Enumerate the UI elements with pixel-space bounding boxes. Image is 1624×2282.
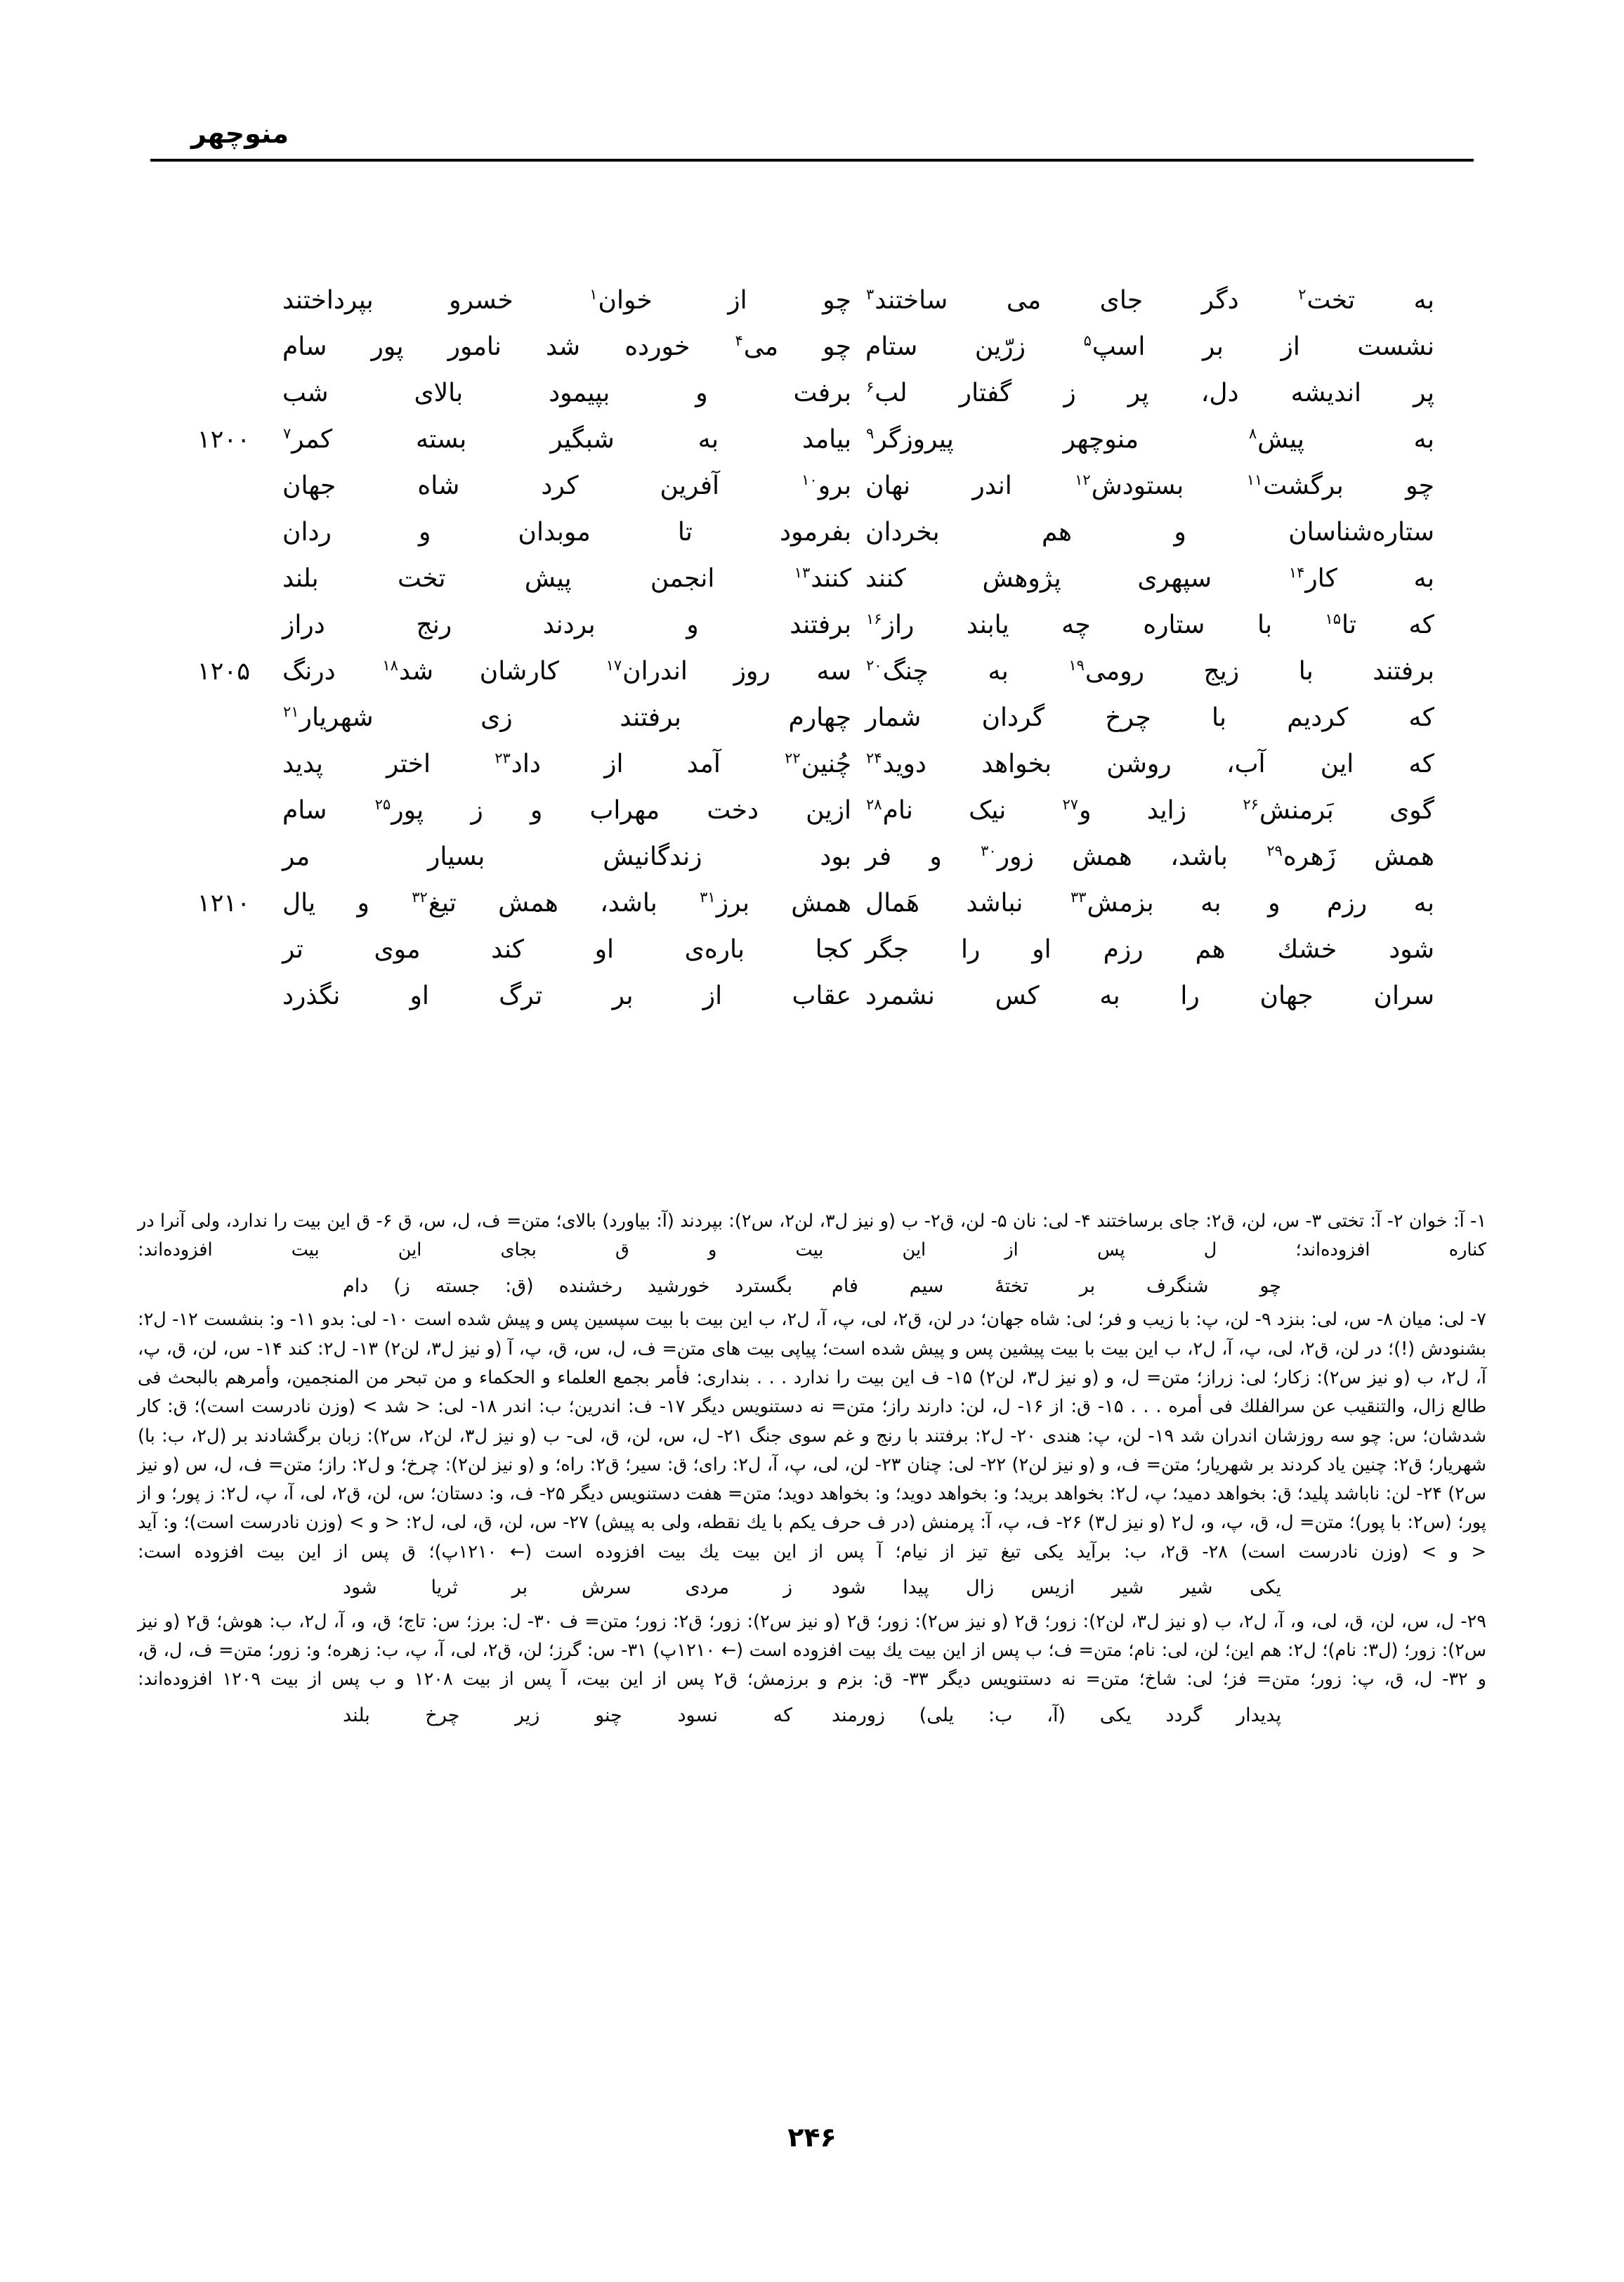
apparatus-inset-verse-3 — [138, 1700, 1486, 1731]
hemistich-left: به پیش$^٨$ منوچهر پیروزگر$^٩$ — [866, 425, 1434, 454]
hemistich-right: ازین دخت مهراب و ز پور$^{٢۵}$ سام — [282, 796, 851, 825]
verse-number: ۱۲۱۰ — [197, 889, 250, 918]
hemistich-right: چُنین$^{٢٢}$ آمد از داد$^{٢٣}$ اختر پدید — [282, 750, 852, 778]
apparatus-inset-verse-2 — [138, 1572, 1486, 1603]
verse-line — [162, 463, 1462, 509]
verse-line — [162, 417, 1462, 463]
verse-number: ۱۲۰۰ — [197, 426, 250, 454]
apparatus-paragraph-1: ۱- آ: خوان ۲- آ: تختی ۳- س، لن، ق٢: جای برساختند ۴- لی: نان ۵- لن، ق٢- ب (و نیز ل٣، لن٢، س٢): بپردند (آ: بیاورد) بالای؛ متن= ف، ل، س، ق ۶- ق این بیت را ندارد، ولی آنرا در کناره افزوده‌اند؛ ل پس از این بیت و ق بجای این بیت افزوده‌اند: — [138, 1211, 1487, 1261]
hemistich-left: همش زَهره$^{٢٩}$ باشد، همش زور$^{٣٠}$ و فر — [865, 842, 1434, 871]
verse-line — [162, 880, 1462, 927]
verse-line — [162, 509, 1462, 556]
verse-line — [162, 834, 1462, 880]
inset-verse-hemistich-left: بگسترد خورشید رخشنده (ق: جسته ز) دام — [343, 1274, 792, 1297]
hemistich-right: چهارم برفتند زی شهریار$^{٢١}$ — [283, 703, 851, 732]
verse-line — [162, 648, 1462, 695]
header-rule — [150, 159, 1474, 162]
hemistich-left: پر اندیشه دل، پر ز گفتار لب$^۶$ — [866, 379, 1434, 408]
folio-number: ۲۴۶ — [787, 2122, 837, 2153]
hemistich-left: به تخت$^٢$ دگر جای می ساختند$^٣$ — [866, 286, 1434, 315]
hemistich-left: که کردیم با چرخ گردان شمار — [865, 703, 1434, 732]
hemistich-left: چو برگشت$^{١١}$ بستودش$^{١٢}$ اندر نهان — [865, 471, 1434, 500]
hemistich-left: به رزم و به بزمش$^{٣٣}$ نباشد هَمال — [865, 889, 1434, 918]
verse-number: ۱۲۰۵ — [197, 658, 250, 686]
verse-line — [162, 602, 1462, 648]
hemistich-left: شود خشك هم رزم او را جگر — [865, 935, 1434, 964]
inset-verse2-hemistich-right: یکی شیر شیر ازیس زال پیدا شود — [832, 1577, 1281, 1598]
running-head-title: منوچهر — [191, 118, 289, 149]
verse-line — [162, 556, 1462, 602]
verse-line — [162, 695, 1462, 741]
verse-line — [162, 741, 1462, 788]
hemistich-right: عقاب از بر ترگ او نگذرد — [282, 982, 851, 1010]
hemistich-right: سه روز اندران$^{١٧}$ کارشان شد$^{١٨}$ درنگ — [282, 657, 852, 686]
verse-line — [162, 788, 1462, 834]
hemistich-right: کنند$^{١٣}$ انجمن پیش تخت بلند — [282, 564, 851, 593]
hemistich-left: سران جهان را به کس نشمرد — [865, 982, 1434, 1010]
hemistich-right: کجا باره‌ی او کند موی تر — [282, 935, 851, 964]
inset-verse3-hemistich-right: پدیدار گردد یکی (آ، ب: یلی) زورمند — [832, 1704, 1281, 1726]
hemistich-left: گوی بَرمنش$^{٢۶}$ زاید و$^{٢٧}$ نیک نام$^{٢٨}$ — [866, 796, 1434, 825]
verse-line — [162, 324, 1462, 370]
apparatus-paragraph-3: ٢٩- ل، س، لن، ق، لی، و، آ، ل٢، ب (و نیز ل٣، لن٢): زور؛ ق٢ (و نیز س٢): زور؛ ق٢ (و نیز س٢): زور؛ ق٢: زور؛ متن= ف ٣٠- ل: برز؛ س: تاج؛ ق، و، آ، ل٢، ب: هوش؛ ق٢ (و نیز س٢): زور؛ (ل٣: نام)؛ ل٢: هم این؛ لن، لی: نام؛ متن= ف؛ ب پس از این بیت یك بیت افزوده است (← ١٢١٠پ) ٣١- س: گرز؛ لن، ق٢، لی، آ، پ، ب: زهره؛ و: زور؛ متن= ف، ل، ق، و ٣٢- ل، ق، پ: زور؛ متن= فز؛ لی: شاخ؛ متن= نه دستنویس دیگر ٣٣- ق: بزم و برزمش؛ ق٢ پس از این بیت، آ پس از بیت ١٢٠٨ و ب پس از بیت ١٢٠٩ افزوده‌اند: — [138, 1610, 1487, 1690]
inset-verse2-hemistich-left: ز مردی سرش بر ثریا شود — [343, 1577, 792, 1598]
hemistich-right: چو می$^۴$ خورده شد نامور پور سام — [282, 332, 851, 361]
hemistich-right: چو از خوان$^١$ خسرو بپرداختند — [282, 286, 851, 315]
hemistich-right: همش برز$^{٣١}$ باشد، همش تیغ$^{٣٢}$ و یال — [282, 889, 851, 918]
verse-line — [162, 927, 1462, 973]
verse-line — [162, 278, 1462, 324]
critical-apparatus — [138, 1207, 1486, 1735]
hemistich-right: بود زندگانیش بسیار مر — [282, 842, 851, 871]
verse-line — [162, 370, 1462, 417]
verse-block — [162, 278, 1462, 1019]
inset-verse-hemistich-right: چو شنگرف بر تختهٔ سیم فام — [832, 1274, 1281, 1297]
hemistich-left: برفتند با زیج رومی$^{١٩}$ به چنگ$^{٢٠}$ — [866, 657, 1435, 686]
inset-verse3-hemistich-left: که نسود چنو زیر چرخ بلند — [343, 1704, 792, 1726]
verse-line — [162, 973, 1462, 1019]
hemistich-right: برفتند و بردند رنج دراز — [282, 611, 851, 639]
hemistich-right: برو$^{١٠}$ آفرین کرد شاه جهان — [282, 471, 851, 500]
hemistich-left: نشست از بر اسپ$^۵$ زرّین ستام — [865, 332, 1434, 361]
hemistich-left: به کار$^{١۴}$ سپهری پژوهش کنند — [865, 564, 1434, 593]
hemistich-left: ستاره‌شناسان و هم بخردان — [865, 518, 1434, 547]
hemistich-left: که تا$^{١۵}$ با ستاره چه یابند راز$^{١۶}$ — [866, 611, 1434, 639]
hemistich-right: برفت و بپیمود بالای شب — [282, 379, 851, 408]
hemistich-right: بیامد به شبگیر بسته کمر$^٧$ — [283, 425, 851, 454]
apparatus-paragraph-2: ٧- لی: میان ٨- س، لی: بنزد ٩- لن، پ: با زیب و فر؛ لی: شاه جهان؛ در لن، ق٢، لی، پ، آ، ل٢، ب این بیت با بیت سپسین پس و پیش شده است ١٠- لی: بدو ١١- و: بنشست ١٢- ل٢: بشنودش (!)؛ در لن، ق٢، لی، پ، آ، ل٢، ب این بیت با بیت پیشین پس و پیش شده است؛ پیاپی بیت های متن= ف، ل، س، ق، پ، آ (و نیز ل٣، لن٢) ١٣- ل٢: کند ١۴- س، لن، ق، پ، آ، ل٢، ب (و نیز س٢): زکار؛ لی: زراز؛ متن= ل، و (و نیز ل٣، لن٢) ١۵- ف این بیت را ندارد . . . بنداری: فأمر بجمع العلماء و الحكماء و من تبحر من المنجمین، وأمرهم بالبحث فی طالع زال، والتنقیب عن سرالفلك فی أمره . . . ١۵- ق: از ١۶- ل، لن: دارند راز؛ متن= نه دستنویس دیگر ١٧- ف: اندرین؛ ب: اندر ١٨- لی: < شد > (وزن نادرست است)؛ ق: کار شدشان؛ س: چو سه روزشان اندران شد ١٩- لن، پ: هندی ٢٠- ل٢: برفتند با رنج و غم سوی جنگ ٢١- ل، س، لن، ق، لی- ب (و نیز ل٣، لن٢، س٢): زبان برگشادند بر (ل٢، ب: با) شهریار؛ ق٢: چنین یاد کردند بر شهریار؛ متن= ف، و (و نیز لن٢) ٢٢- لی: چنان ٢٣- لن، لی، پ، آ، ل٢: رای؛ ق: سیر؛ ق٢: راه؛ و (و نیز لن٢): چرخ؛ و ل٢: راز؛ متن= ف، ل، س (و نیز س٢) ٢۴- لن: ناباشد پلید؛ ق: بخواهد دمید؛ پ، ل٢: بخواهد برید؛ و: بخواهد دوید؛ و: بخواهد دوید؛ متن= هفت دستنویس دیگر ٢۵- ف، و: دستان؛ س، لن، ق٢، لی، آ، پ، ل٢: ز پور؛ و از پور؛ (س٢: با پور)؛ متن= ل، ق، پ، و، ل٢ (و نیز ل٣) ٢۶- ف، پ، آ: پرمنش (در ف حرف یکم با یك نقطه، ولی به پیش) ٢٧- س، لن، ق، لی، ل٢: < و > (وزن نادرست است)؛ و: آید < و > (وزن نادرست است) ٢٨- ق٢، ب: برآید یکی تیغ تیز از نیام؛ آ پس از این بیت یك بیت افزوده است (← ١٢١٠پ)؛ ق پس از این بیت افزوده است: — [138, 1309, 1487, 1563]
running-head-area — [150, 119, 1474, 162]
hemistich-left: که این آب، روشن بخواهد دوید$^{٢۴}$ — [866, 750, 1434, 778]
hemistich-right: بفرمود تا موبدان و ردان — [282, 518, 851, 547]
apparatus-inset-verse-1 — [138, 1271, 1486, 1302]
